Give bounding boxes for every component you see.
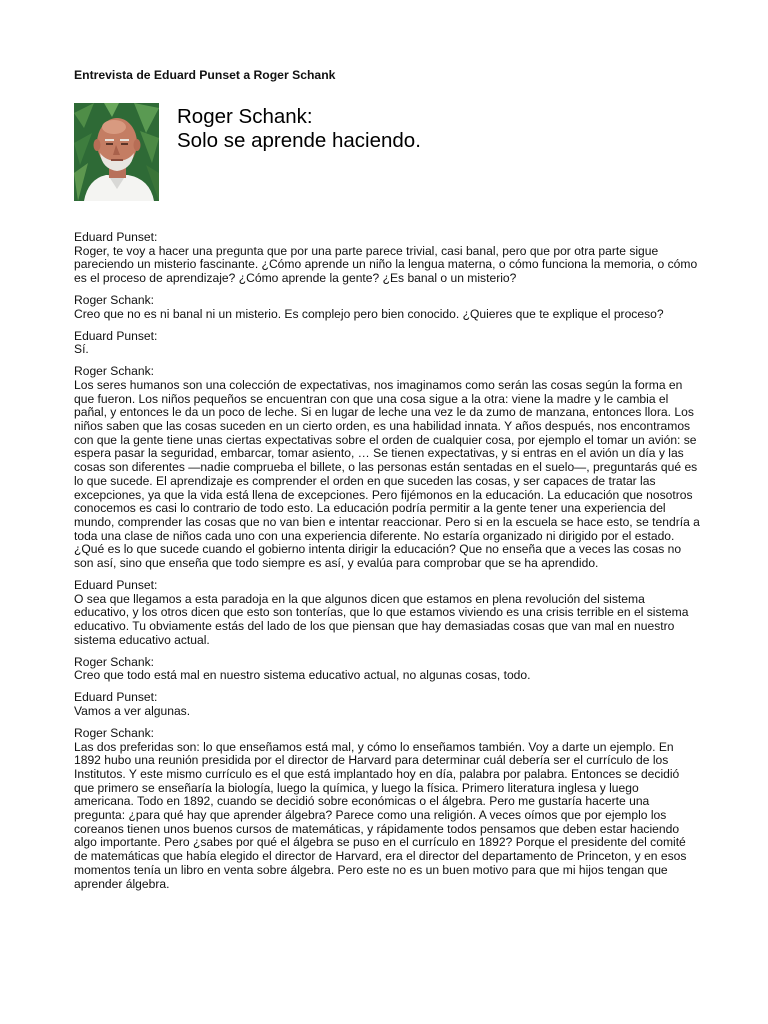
portrait-photo — [74, 103, 159, 201]
dialogue-block — [74, 656, 700, 683]
dialogue-block — [74, 365, 700, 571]
dialogue-block — [74, 579, 700, 648]
document-header: Entrevista de Eduard Punset a Roger Schank — [74, 68, 336, 82]
title-line-2: Solo se aprende haciendo. — [177, 129, 421, 152]
dialogue-text: Los seres humanos son una colección de expectativas, nos imaginamos como serán las cosas según la forma en que fueron. Los niños pequeños se encuentran con que una cosa sigue a la otra: viene la madre y le cambia el pañal, y entonces le da un poco de leche. Si en lugar de leche una vez le da zumo de manzana, entonces llora. Los niños saben que las cosas suceden en un cierto orden, es una habilidad innata. Y años después, nos encontramos con que la gente tiene unas ciertas expectativas sobre el orden de cualquier cosa, por ejemplo el tomar un avión: se espera pasar la seguridad, embarcar, tomar asiento, … Se tienen expectativas, y si entras en el avión un día y las cosas son diferentes —nadie comprueba el billete, o las personas están sentadas en el suelo—, preguntarás qué es lo que sucede. El aprendizaje es comprender el orden en que suceden las cosas, y ser capaces de tratar las excepciones, ya que la vida está llena de excepciones. Pero fijémonos en la educación. La educación que nosotros conocemos es casi lo contrario de todo esto. La educación podría permitir a la gente tener una experiencia del mundo, comprender las cosas que no van bien e intentar reaccionar. Pero si en la escuela se hace esto, se tendría a toda una clase de niños cada uno con una experiencia diferente. No estaría organizado ni dirigido por el estado. ¿Qué es lo que sucede cuando el gobierno intenta dirigir la educación? Que no enseña que a veces las cosas no son así, sino que enseña que todo siempre es así, y evalúa para comprobar que se ha aprendido. — [74, 377, 700, 571]
dialogue-text: Roger, te voy a hacer una pregunta que por una parte parece trivial, casi banal, pero que por otra parte sigue pareciendo un misterio fascinante. ¿Cómo aprende un niño la lengua materna, o cómo funciona la memoria, o cómo es el proceso de aprendizaje? ¿Cómo aprende la gente? ¿Es banal o un misterio? — [74, 243, 698, 286]
dialogue-block — [74, 727, 700, 891]
dialogue-block — [74, 691, 700, 718]
interview-body — [74, 231, 700, 891]
title-line-1: Roger Schank: — [177, 105, 313, 128]
article-title — [177, 105, 421, 153]
document-page — [74, 68, 700, 899]
speaker-name: Eduard Punset: — [74, 577, 158, 592]
speaker-name: Eduard Punset: — [74, 230, 158, 244]
dialogue-text: Creo que no es ni banal ni un misterio. Es complejo pero bien conocido. ¿Quieres que te explique el proceso? — [74, 306, 664, 321]
dialogue-text: Las dos preferidas son: lo que enseñamos está mal, y cómo lo enseñamos también. Voy a darte un ejemplo. En 1892 hubo una reunión presidida por el director de Harvard para determinar cuál debería ser el currículo de los Institutos. Y este mismo currículo es el que está implantado hoy en día, palabra por palabra. Entonces se decidió que primero se enseñaría la biología, luego la química, y luego la física. Primero literatura inglesa y luego americana. Todo en 1892, cuando se decidió sobre económicas o el álgebra. Pero me gustaría hacerte una pregunta: ¿para qué hay que aprender álgebra? Parece como una religión. A veces oímos que por ejemplo los coreanos tienen unos buenos cursos de matemáticas, y rápidamente todos pensamos que deben estar haciendo algo importante. Pero ¿sabes por qué el álgebra se puso en el currículo en 1892? Porque el presidente del comité de matemáticas que había elegido el director de Harvard, era el director del departamento de Princeton, y en esos momentos tenía un libro en venta sobre álgebra. Pero este no es un buen motivo para que mi hijos tengan que aprender álgebra. — [74, 739, 687, 891]
speaker-name: Roger Schank: — [74, 364, 154, 379]
speaker-name: Eduard Punset: — [74, 328, 158, 343]
dialogue-text: Creo que todo está mal en nuestro sistema educativo actual, no algunas cosas, todo. — [74, 668, 531, 683]
hero-section — [74, 103, 700, 201]
speaker-name: Eduard Punset: — [74, 690, 158, 705]
speaker-name: Roger Schank: — [74, 293, 154, 307]
dialogue-text: Vamos a ver algunas. — [74, 703, 191, 718]
portrait-image — [74, 103, 159, 201]
speaker-name: Roger Schank: — [74, 654, 154, 669]
dialogue-text: O sea que llegamos a esta paradoja en la que algunos dicen que estamos en plena revolución del sistema educativo, y los otros dicen que esto son tonterías, que lo que estamos viviendo es una crisis terrible en el sistema educativo. Tu obviamente estás del lado de los que piensan que hay demasiadas cosas que van mal en nuestro sistema educativo actual. — [74, 591, 689, 647]
dialogue-text: Sí. — [74, 342, 89, 357]
dialogue-block — [74, 330, 700, 357]
dialogue-block — [74, 231, 700, 286]
speaker-name: Roger Schank: — [74, 725, 154, 740]
dialogue-block — [74, 294, 700, 321]
